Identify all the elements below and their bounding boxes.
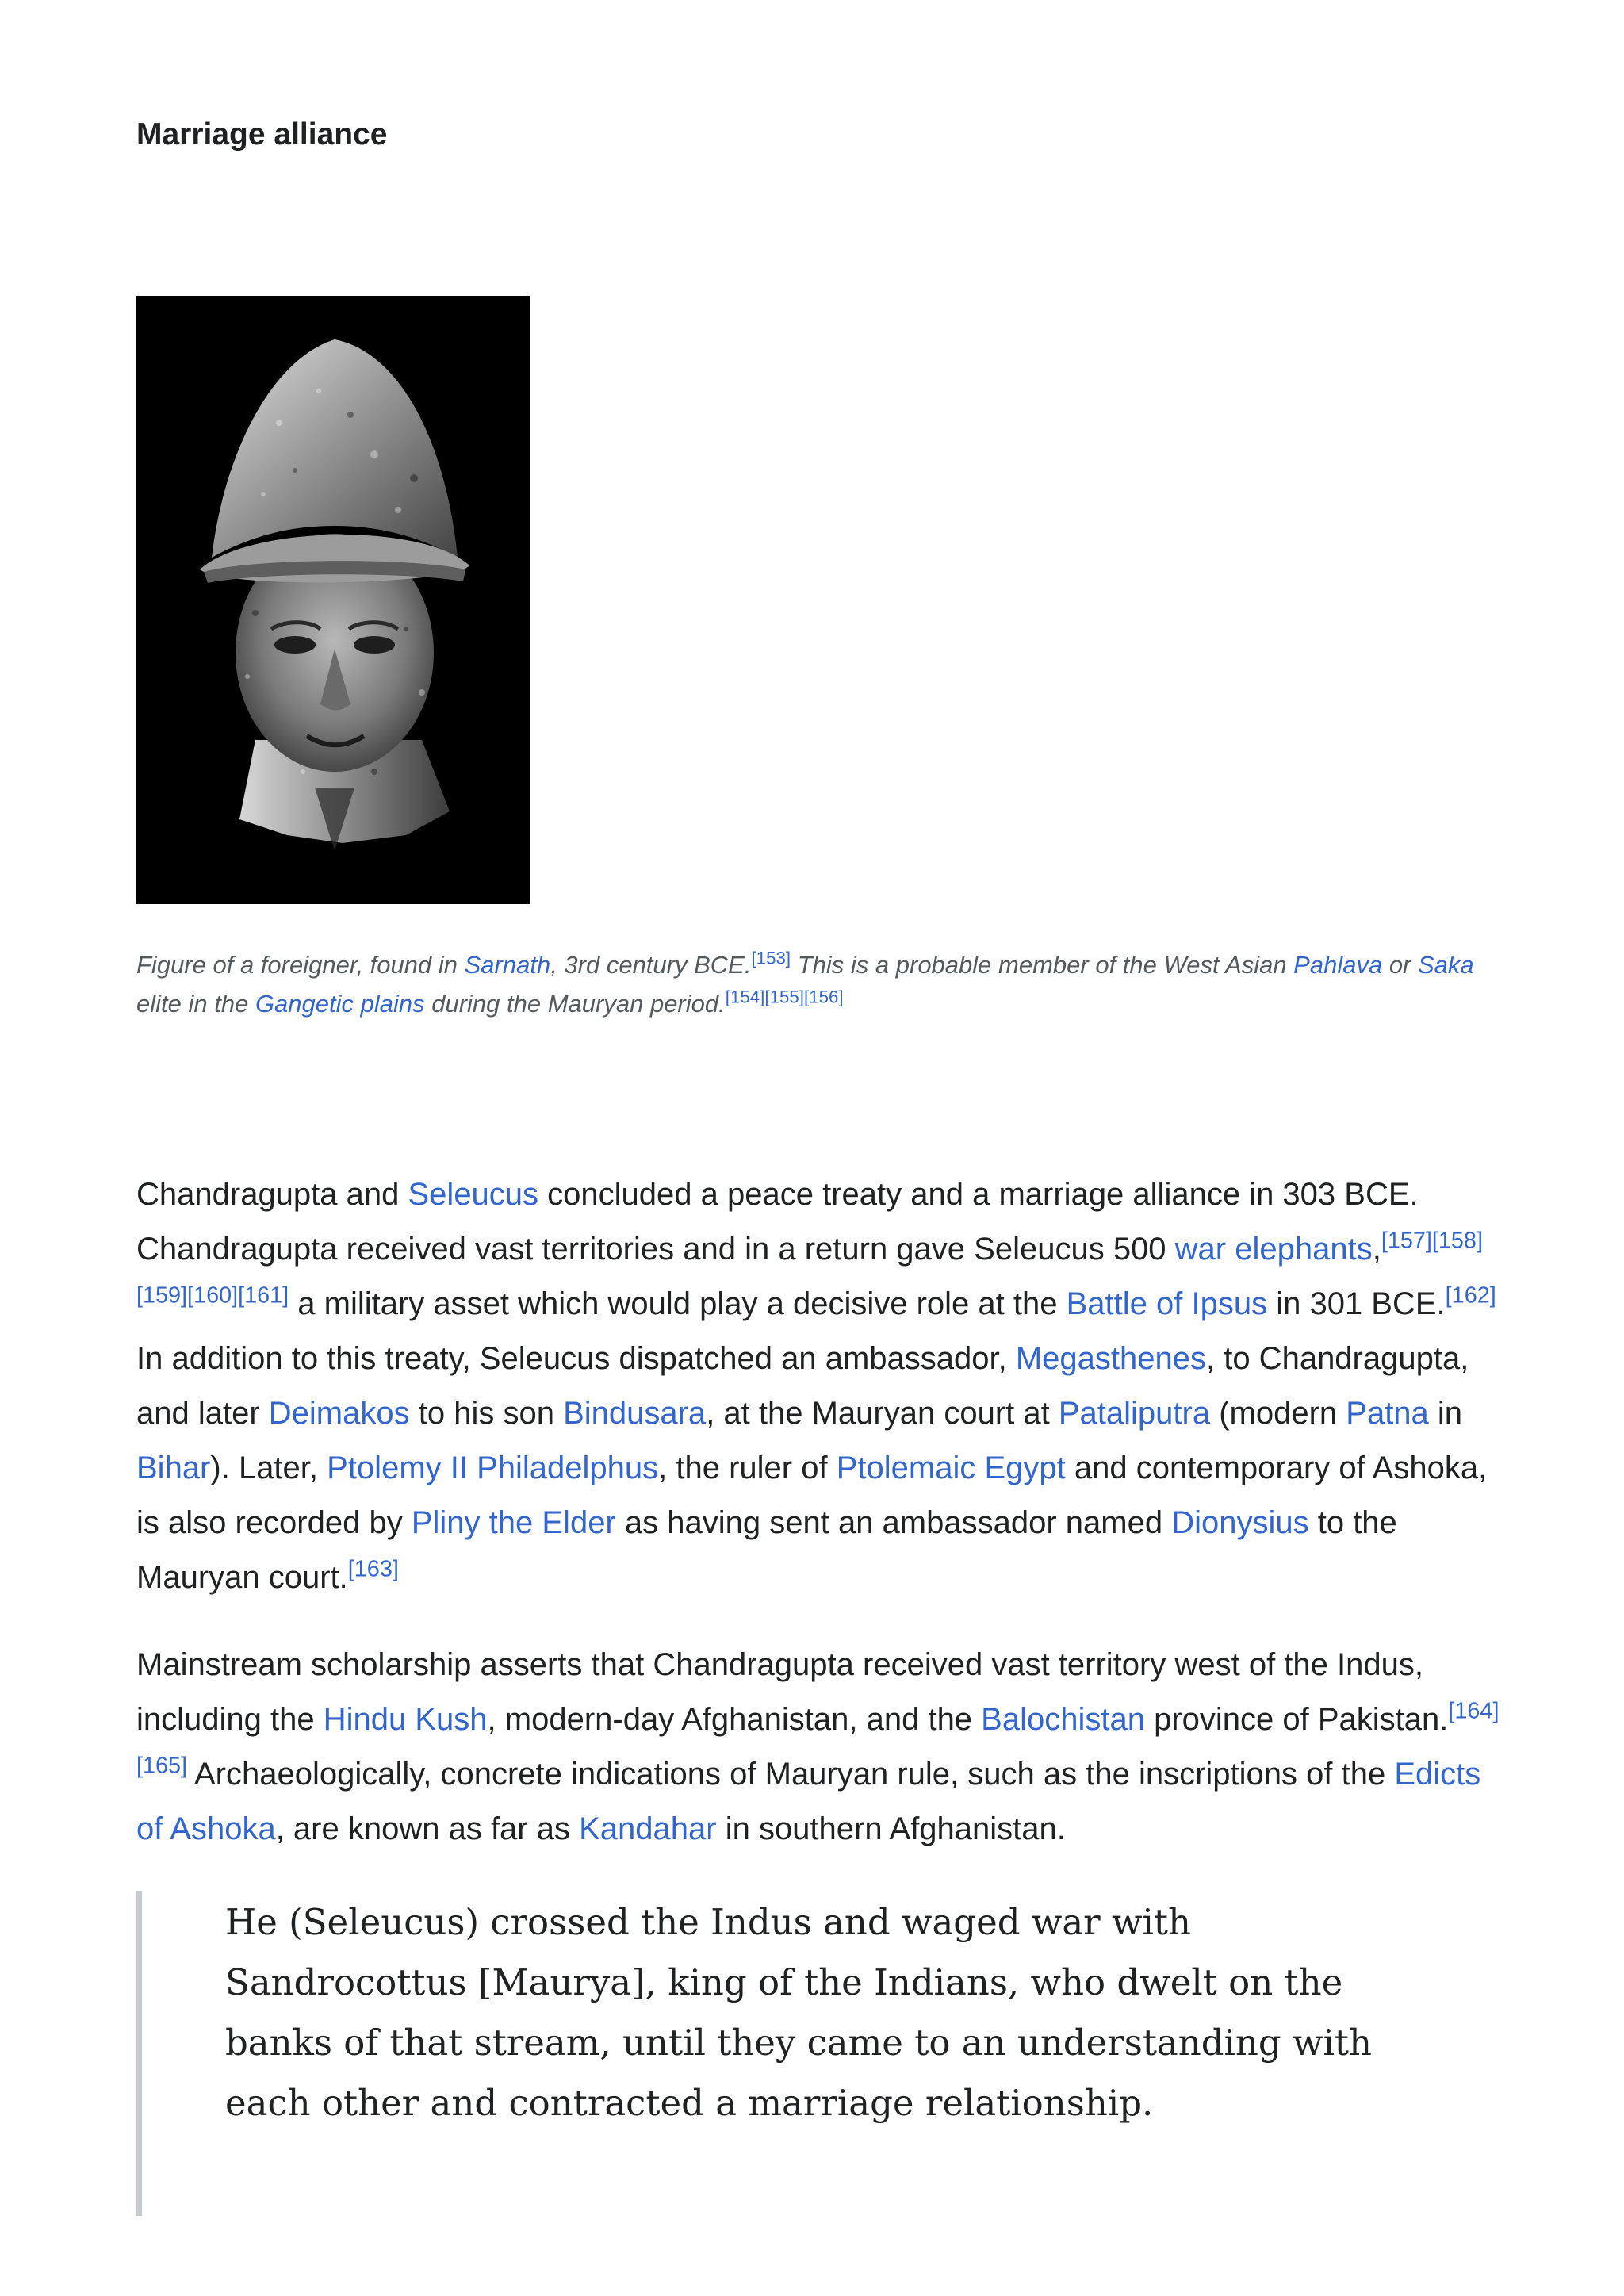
citation-163[interactable]: [163] [347, 1556, 399, 1582]
quote-text: He (Seleucus) crossed the Indus and waged war with Sandrocottus [Maurya], king of the Indians, who dwelt on the banks of that stream, until they came to an understanding with each other and contracted a marriage relationship. [225, 1901, 1372, 2124]
link-war-elephants[interactable]: war elephants [1174, 1232, 1373, 1267]
paragraph-text: , is also recorded by [136, 1451, 1488, 1540]
link-megasthenes[interactable]: Megasthenes [1015, 1341, 1206, 1376]
citation-157-161[interactable]: [157][158][159][160][161] [136, 1228, 1483, 1309]
blockquote [136, 1891, 1500, 2216]
link-patna[interactable]: Patna [1346, 1396, 1429, 1431]
paragraph-text: Chandragupta and [136, 1177, 408, 1212]
figure-caption [136, 945, 1500, 1023]
caption-text: during the Mauryan period. [424, 990, 726, 1018]
paragraph-text: In addition to this treaty, Seleucus dispatched an ambassador, [136, 1341, 1016, 1376]
citation-153[interactable]: [153] [751, 948, 791, 968]
link-saka[interactable]: Saka [1418, 951, 1474, 979]
paragraph-text: to his son [409, 1396, 564, 1431]
link-seleucus[interactable]: Seleucus [408, 1177, 539, 1212]
link-kandahar[interactable]: Kandahar [579, 1811, 717, 1846]
paragraph-text: , at the Mauryan court at [706, 1396, 1059, 1431]
link-sarnath[interactable]: Sarnath [464, 951, 551, 979]
link-gangetic-plains[interactable]: Gangetic plains [255, 990, 425, 1018]
paragraph-text: and contemporary of [1065, 1451, 1373, 1485]
paragraph-text: a military asset which would play a decisive role at the [289, 1286, 1067, 1321]
figure-image[interactable] [136, 296, 530, 904]
caption-text: or [1382, 951, 1418, 979]
link-ptolemaic-egypt[interactable]: Ptolemaic Egypt [836, 1451, 1066, 1485]
paragraph-text: ). Later, [210, 1451, 327, 1485]
citation-164-165[interactable]: [164][165] [136, 1698, 1500, 1779]
paragraph-text: as having sent an ambassador named [615, 1505, 1172, 1540]
paragraph-treaty [136, 1167, 1500, 1605]
paragraph-text: province of Pakistan. [1144, 1702, 1449, 1737]
link-edicts-of-ashoka[interactable]: Edicts of Ashoka [136, 1757, 1481, 1846]
paragraph-text: , to Chandragupta, and later [136, 1341, 1469, 1431]
link-pliny-the-elder[interactable]: Pliny the Elder [411, 1505, 616, 1540]
paragraph-text: , modern-day Afghanistan, and the [487, 1702, 982, 1737]
link-ptolemy-ii-philadelphus[interactable]: Ptolemy II Philadelphus [327, 1451, 659, 1485]
caption-text: elite in the [136, 990, 255, 1018]
link-deimakos[interactable]: Deimakos [268, 1396, 410, 1431]
foreigner-figure-illustration [136, 296, 530, 904]
paragraph-territory [136, 1638, 1500, 1857]
link-dionysius[interactable]: Dionysius [1171, 1505, 1309, 1540]
link-pahlava[interactable]: Pahlava [1293, 951, 1383, 979]
section-heading: Marriage alliance [136, 117, 388, 151]
paragraph-text: Mainstream scholarship asserts that Chandragupta received vast territory west of the Indus, including the [136, 1647, 1423, 1737]
paragraph-text: , are known as far as [275, 1811, 580, 1846]
paragraph-text: in 301 BCE. [1267, 1286, 1446, 1321]
caption-text: This is a probable member of the West Asian [791, 951, 1294, 979]
paragraph-text: (modern [1210, 1396, 1346, 1431]
caption-text: , 3rd century BCE. [550, 951, 752, 979]
paragraph-text: , [1372, 1232, 1381, 1267]
link-pataliputra[interactable]: Pataliputra [1058, 1396, 1211, 1431]
link-ashoka[interactable]: Ashoka [1372, 1451, 1479, 1485]
citation-154-156[interactable]: [154][155][156] [725, 987, 844, 1007]
link-hindu-kush[interactable]: Hindu Kush [323, 1702, 488, 1737]
paragraph-text: in [1428, 1396, 1463, 1431]
link-balochistan[interactable]: Balochistan [981, 1702, 1145, 1737]
paragraph-text: concluded a peace treaty and a marriage alliance in 303 BCE. Chandragupta received vast territories and in a return gave Seleucus 500 [136, 1177, 1419, 1267]
link-bihar[interactable]: Bihar [136, 1451, 211, 1485]
citation-162[interactable]: [162] [1445, 1282, 1496, 1309]
paragraph-text: , the ruler of [658, 1451, 837, 1485]
caption-text: Figure of a foreigner, found in [136, 951, 465, 979]
link-bindusara[interactable]: Bindusara [563, 1396, 707, 1431]
link-battle-of-ipsus[interactable]: Battle of Ipsus [1066, 1286, 1268, 1321]
paragraph-text: Archaeologically, concrete indications of Mauryan rule, such as the inscriptions of the [187, 1757, 1395, 1792]
paragraph-text: to the Mauryan court. [136, 1505, 1397, 1595]
paragraph-text: in southern Afghanistan. [716, 1811, 1066, 1846]
